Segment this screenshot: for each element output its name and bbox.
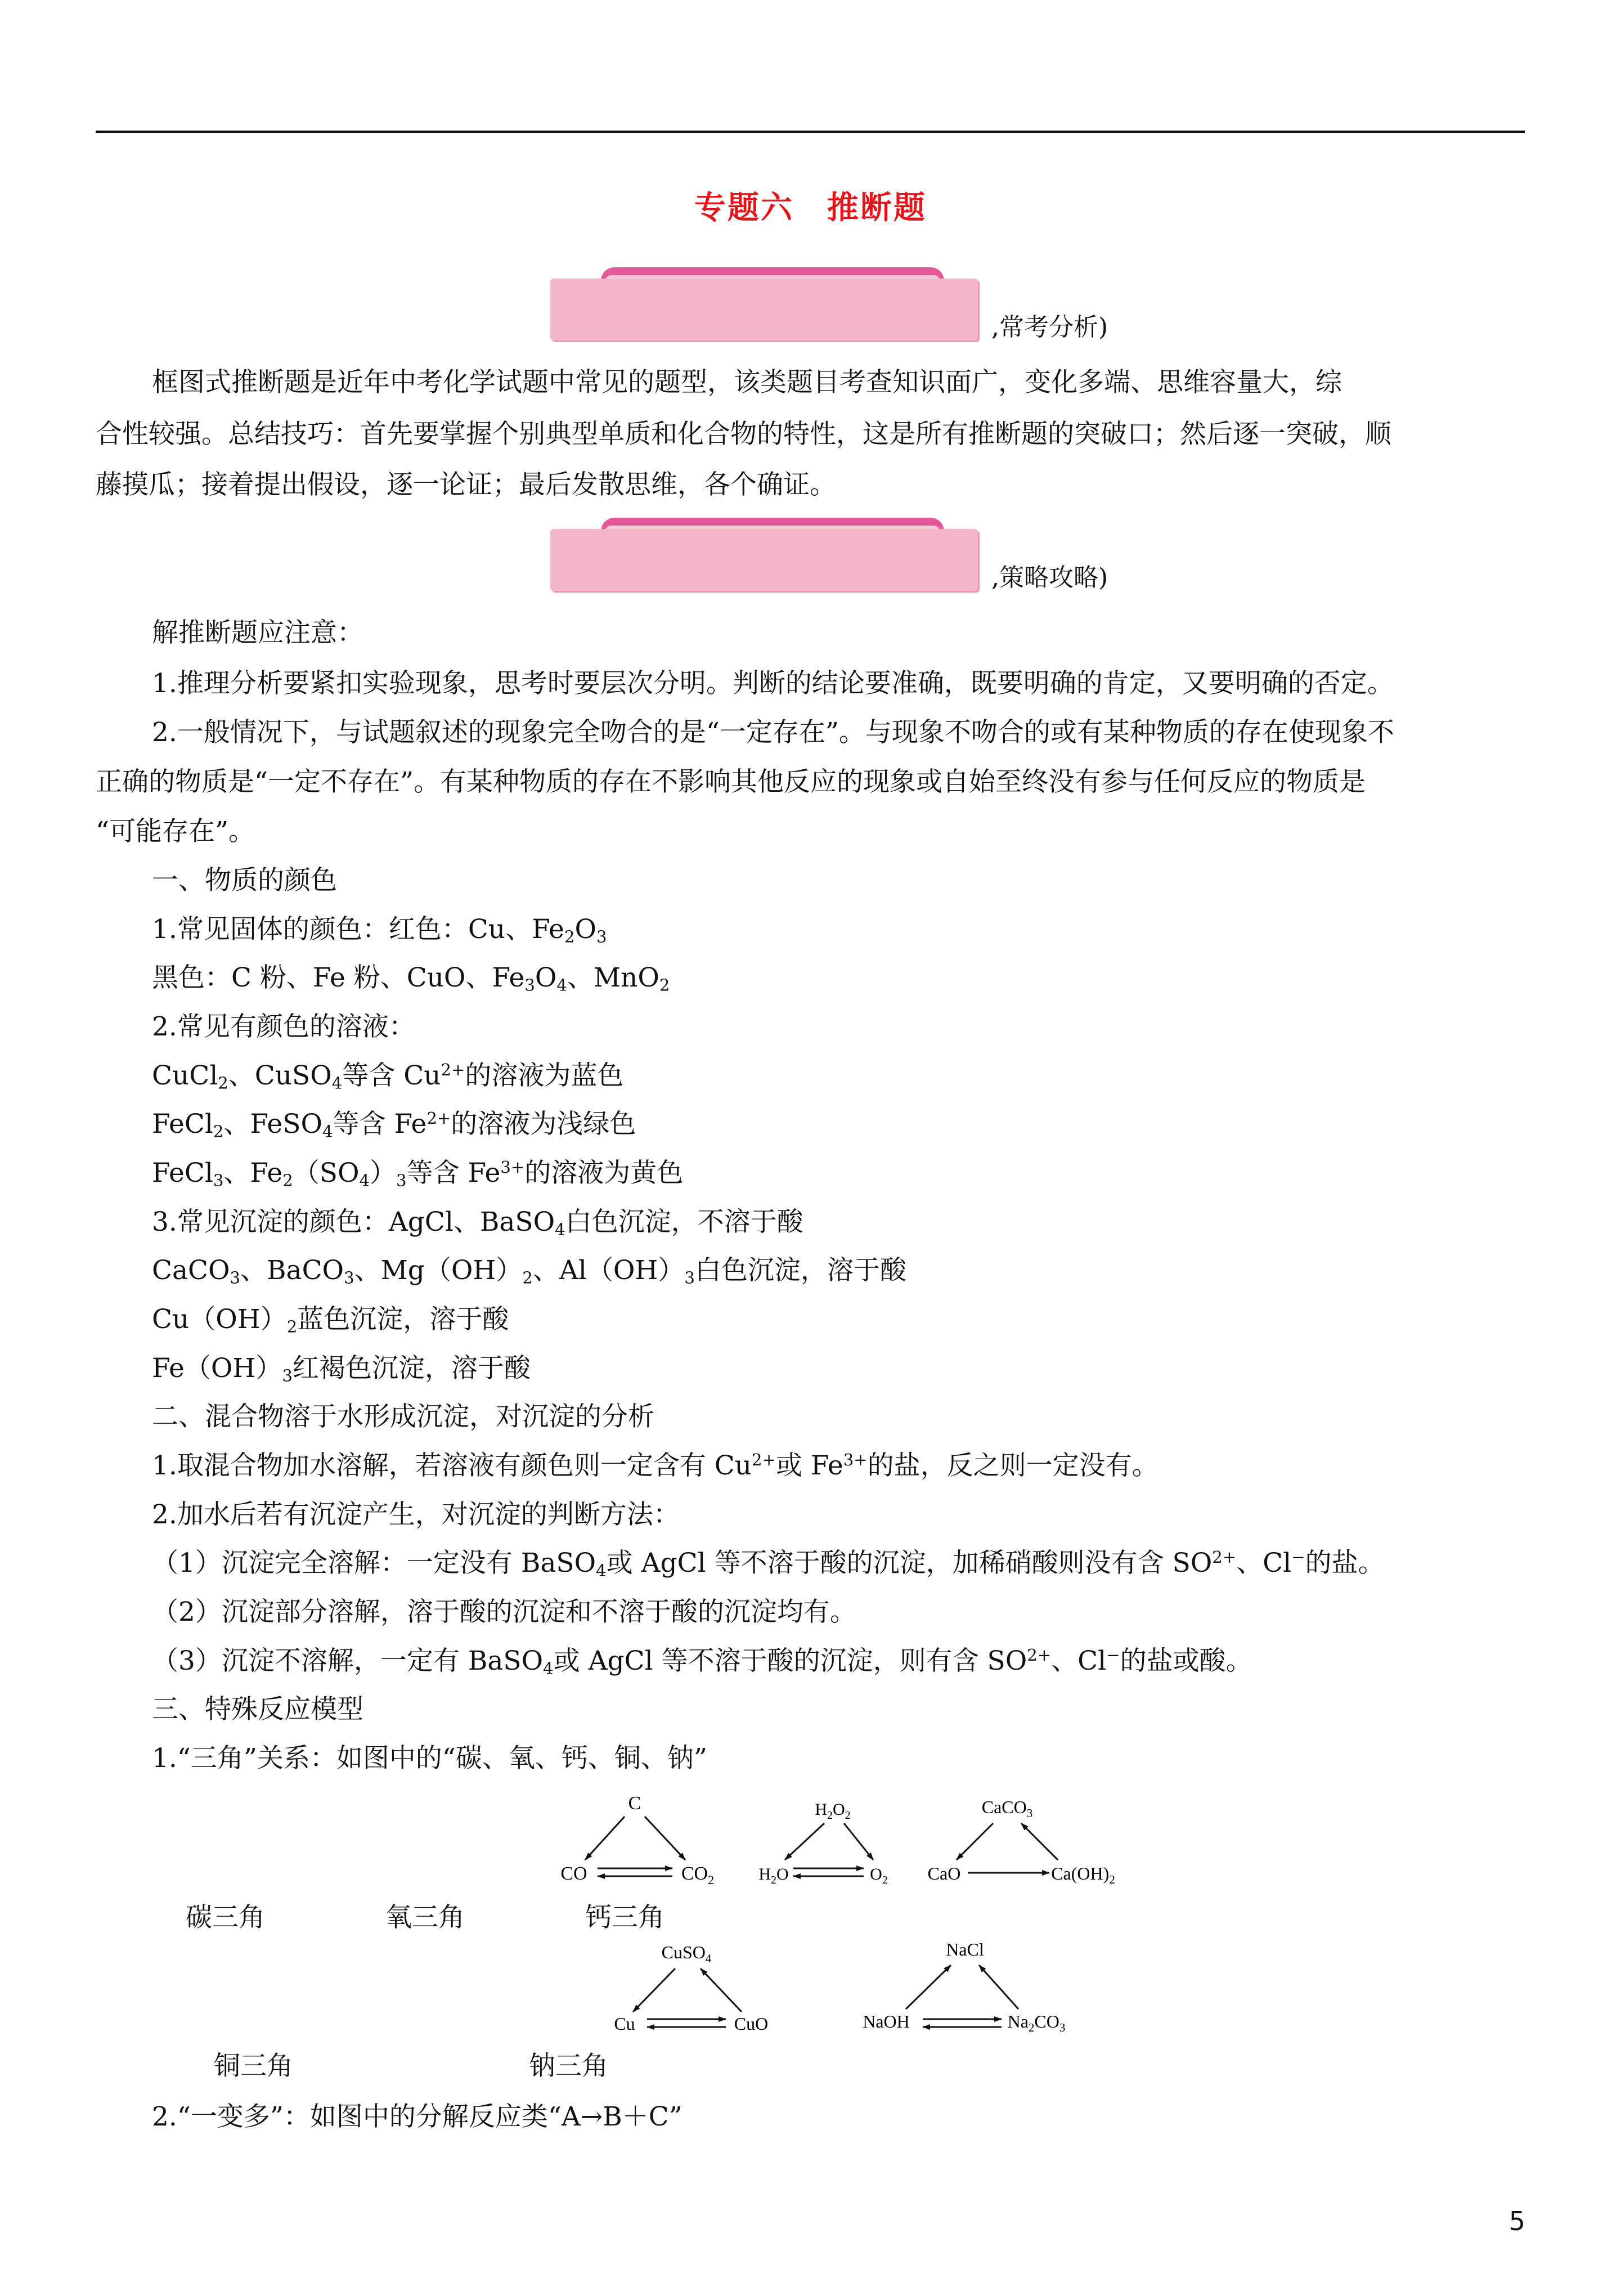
section-banner-analysis <box>550 267 995 340</box>
calcium-triangle <box>928 1797 1115 1886</box>
calcium-arrow-right-top <box>1021 1823 1058 1860</box>
section-1-heading: 一、物质的颜色 <box>152 865 337 896</box>
oxygen-right-label: $O_2$ <box>870 1865 888 1886</box>
page-title: 专题六 推断题 <box>694 189 927 226</box>
caption-oxygen: 氧三角 <box>385 1902 465 1933</box>
sodium-right-label: $Na_2CO_3$ <box>1007 2011 1066 2034</box>
sodium-triangle <box>863 1939 1065 2034</box>
solid-colors-black: 黑色：C 粉、Fe 粉、CuO、$Fe_3O_4$、MnO$_2$ <box>152 962 670 995</box>
banner-label-strategy: ,策略攻略) <box>991 563 1108 592</box>
intro-line-3: 藤摸瓜；接着提出假设，逐一论证；最后发散思维，各个确证。 <box>96 469 836 500</box>
copper-triangle <box>614 1942 768 2034</box>
note-2-line-2: 正确的物质是“一定不存在”。有某种物质的存在不影响其他反应的现象或自始至终没有参与任何反应的物质是 <box>96 766 1366 797</box>
carbon-right-label: $CO_2$ <box>681 1863 715 1887</box>
calcium-top-label: CaCO$_3$ <box>981 1797 1033 1820</box>
oxygen-top-label: $H_2O_2$ <box>815 1800 851 1822</box>
precipitate-case-1: （1）沉淀完全溶解：一定没有 BaSO$_4$或 AgCl 等不溶于酸的沉淀，加稀硝酸则没有含 $SO^{2+}$、Cl−的盐。 <box>152 1547 1385 1580</box>
solution-light-green: FeCl$_2$、FeSO$_4$等含 $Fe^{2+}$的溶液为浅绿色 <box>152 1108 636 1141</box>
copper-arrow-top-left <box>633 1968 675 2012</box>
copper-top-label: CuSO$_4$ <box>661 1942 712 1965</box>
oxygen-left-label: $H_2O$ <box>758 1865 789 1886</box>
calcium-right-label: $Ca(OH)_2$ <box>1051 1863 1115 1886</box>
section-2-heading: 二、混合物溶于水形成沉淀，对沉淀的分析 <box>152 1401 654 1432</box>
precipitate-red-brown: $Fe(OH)_3$红褐色沉淀，溶于酸 <box>152 1353 531 1385</box>
copper-right-label: CuO <box>734 2014 769 2034</box>
solutions-heading: 2.常见有颜色的溶液： <box>152 1011 415 1042</box>
note-2-line-1: 2.一般情况下，与试题叙述的现象完全吻合的是“一定存在”。与现象不吻合的或有某种物质的存在使现象不 <box>152 717 1394 748</box>
banner-label-analysis: ,常考分析) <box>991 313 1108 342</box>
precipitate-white-insoluble: 3.常见沉淀的颜色：AgCl、BaSO$_4$白色沉淀，不溶于酸 <box>152 1207 803 1239</box>
precipitate-case-2: （2）沉淀部分溶解，溶于酸的沉淀和不溶于酸的沉淀均有。 <box>152 1597 856 1627</box>
triangle-intro: 1.“三角”关系：如图中的“碳、氧、钙、铜、钠” <box>152 1743 707 1774</box>
carbon-arrow-top-left <box>585 1817 625 1860</box>
sodium-left-label: NaOH <box>863 2011 910 2032</box>
section-2-item-1: 1.取混合物加水溶解，若溶液有颜色则一定含有 $Cu^{2+}$或 $Fe^{3+}$的盐，反之则一定没有。 <box>152 1450 1159 1481</box>
sodium-top-label: NaCl <box>946 1939 984 1959</box>
precipitate-blue: $Cu(OH)_2$蓝色沉淀，溶于酸 <box>152 1304 509 1337</box>
caption-carbon: 碳三角 <box>186 1902 265 1933</box>
solution-blue: CuCl$_2$、CuSO$_4$等含 $Cu^{2+}$的溶液为蓝色 <box>152 1060 624 1093</box>
header-rule <box>96 131 1525 133</box>
intro-line-1: 框图式推断题是近年中考化学试题中常见的题型，该类题目考查知识面广，变化多端、思维容量大，综 <box>152 367 1342 398</box>
notes-heading: 解推断题应注意： <box>152 617 363 648</box>
caption-calcium: 钙三角 <box>585 1902 664 1933</box>
calcium-arrow-top-left <box>957 1823 993 1860</box>
caption-sodium: 钠三角 <box>529 2051 608 2082</box>
carbon-triangle <box>560 1793 714 1887</box>
note-1: 1.推理分析要紧扣实验现象，思考时要层次分明。判断的结论要准确，既要明确的肯定，又要明确的否定。 <box>152 668 1394 699</box>
banner-ribbon <box>550 529 978 591</box>
carbon-arrow-top-right <box>645 1817 685 1860</box>
section-3-heading: 三、特殊反应模型 <box>152 1694 363 1725</box>
precipitate-white-soluble: CaCO$_3$、BaCO$_3$、$Mg(OH)_2$、$Al(OH)_3$白色沉淀，溶于酸 <box>152 1255 906 1288</box>
precipitate-case-3: （3）沉淀不溶解，一定有 BaSO$_4$或 AgCl 等不溶于酸的沉淀，则有含 $SO^{2+}$、Cl−的盐或酸。 <box>152 1645 1252 1678</box>
copper-arrow-right-top <box>701 1968 742 2012</box>
banner-ribbon <box>550 279 978 340</box>
oxygen-arrow-top-left <box>785 1823 824 1860</box>
section-2-item-2: 2.加水后若有沉淀产生，对沉淀的判断方法： <box>152 1499 680 1530</box>
carbon-top-label: C <box>628 1793 641 1814</box>
solution-yellow: FeCl$_3$、$Fe_2(SO_4)_3$等含 $Fe^{3+}$的溶液为黄色 <box>152 1157 684 1190</box>
one-to-many-intro: 2.“一变多”：如图中的分解反应类“A→B＋C” <box>152 2101 682 2132</box>
note-2-line-3: “可能存在”。 <box>96 816 255 847</box>
section-banner-strategy <box>550 518 995 591</box>
oxygen-arrow-top-right <box>844 1823 873 1860</box>
oxygen-triangle <box>758 1800 888 1886</box>
sodium-arrow-left-top <box>906 1965 951 2009</box>
sodium-arrow-right-top <box>979 1965 1018 2009</box>
intro-line-2: 合性较强。总结技巧：首先要掌握个别典型单质和化合物的特性，这是所有推断题的突破口；然后逐一突破，顺 <box>96 419 1391 450</box>
calcium-left-label: CaO <box>927 1863 961 1884</box>
caption-copper: 铜三角 <box>214 2051 293 2082</box>
solid-colors-red: 1.常见固体的颜色：红色：Cu、$Fe_2O_3$ <box>152 914 607 947</box>
page-number: 5 <box>1508 2206 1525 2236</box>
copper-left-label: Cu <box>614 2014 635 2034</box>
carbon-left-label: CO <box>560 1863 587 1884</box>
